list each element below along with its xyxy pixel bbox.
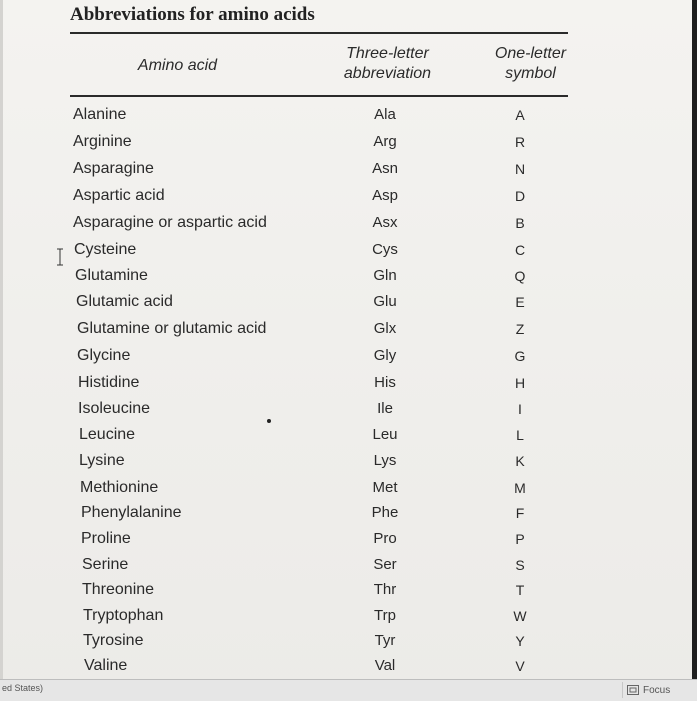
header-amino-acid-label: Amino acid: [137, 57, 218, 74]
amino-acid-name: Cysteine: [74, 241, 137, 258]
table-row: [0, 630, 697, 652]
header-one-letter-line1: One-letter: [494, 45, 567, 62]
amino-acid-name: Proline: [81, 530, 131, 547]
amino-acid-name: Lysine: [79, 452, 125, 469]
amino-acid-name: Tyrosine: [83, 632, 144, 649]
amino-acid-name: Asparagine: [73, 160, 154, 177]
three-letter-abbr: Pro: [373, 530, 397, 547]
one-letter-symbol: Y: [515, 633, 525, 649]
one-letter-symbol: V: [515, 658, 525, 674]
amino-acid-name: Serine: [82, 556, 129, 573]
table-row: [0, 104, 697, 126]
one-letter-symbol: S: [515, 557, 525, 573]
one-letter-symbol: D: [514, 188, 526, 204]
three-letter-abbr: Glu: [373, 293, 397, 310]
three-letter-abbr: Asp: [372, 187, 398, 204]
three-letter-abbr: Asn: [372, 160, 398, 177]
three-letter-abbr: Gly: [373, 347, 397, 364]
stray-dot: [267, 419, 271, 423]
table-row: [0, 158, 697, 180]
three-letter-abbr: Ile: [377, 400, 393, 417]
header-three-letter-line2: abbreviation: [343, 65, 432, 82]
table-row: [0, 579, 697, 601]
amino-acid-name: Threonine: [82, 581, 155, 598]
amino-acid-name: Isoleucine: [78, 400, 151, 417]
header-amino-acid: [120, 56, 235, 76]
table-row: [0, 450, 697, 472]
amino-acid-name: Tryptophan: [83, 607, 164, 624]
three-letter-abbr: Glx: [373, 320, 397, 337]
three-letter-abbr: Tyr: [374, 632, 396, 649]
one-letter-symbol: Z: [515, 321, 525, 337]
table-row: [0, 291, 697, 313]
table-row: [0, 655, 697, 677]
three-letter-abbr: His: [374, 374, 396, 391]
table-row: [0, 528, 697, 550]
amino-acid-name: Alanine: [73, 106, 127, 123]
status-language-text: ed States): [2, 683, 44, 693]
amino-acid-name: Phenylalanine: [81, 504, 182, 521]
one-letter-symbol: Q: [514, 268, 526, 284]
table-row: [0, 605, 697, 627]
one-letter-symbol: A: [515, 107, 525, 123]
three-letter-abbr: Lys: [373, 452, 397, 469]
header-three-letter-line1: Three-letter: [346, 45, 429, 62]
table-row: [0, 424, 697, 446]
table-row: [0, 212, 697, 234]
table-title: Abbreviations for amino acids: [70, 4, 315, 25]
table-row: [0, 477, 697, 499]
table-row: [0, 265, 697, 287]
three-letter-abbr: Cys: [372, 241, 398, 258]
table-row: [0, 185, 697, 207]
three-letter-abbr: Phe: [371, 504, 399, 521]
table-row: [0, 502, 697, 524]
three-letter-abbr: Ala: [374, 106, 396, 123]
one-letter-symbol: E: [515, 294, 525, 310]
table-row: [0, 398, 697, 420]
focus-label: Focus: [643, 684, 671, 696]
table-row: [0, 554, 697, 576]
one-letter-symbol: H: [514, 375, 526, 391]
text-cursor-icon: [55, 248, 65, 266]
amino-acid-name: Glutamine or glutamic acid: [77, 320, 267, 337]
three-letter-abbr: Val: [374, 657, 396, 674]
amino-acid-name: Glutamic acid: [76, 293, 173, 310]
one-letter-symbol: C: [514, 242, 526, 258]
title-rule: [70, 32, 568, 34]
status-bar: [0, 679, 697, 701]
three-letter-abbr: Thr: [373, 581, 397, 598]
focus-icon: [627, 685, 639, 695]
amino-acid-name: Glutamine: [75, 267, 148, 284]
table-row: [0, 131, 697, 153]
table-row: [0, 318, 697, 340]
one-letter-symbol: R: [514, 134, 526, 150]
header-rule: [70, 95, 568, 97]
amino-acid-name: Leucine: [79, 426, 136, 443]
three-letter-abbr: Gln: [373, 267, 397, 284]
header-one-letter: [478, 44, 583, 84]
amino-acid-name: Methionine: [80, 479, 159, 496]
three-letter-abbr: Met: [372, 479, 398, 496]
one-letter-symbol: P: [515, 531, 525, 547]
three-letter-abbr: Ser: [373, 556, 397, 573]
one-letter-symbol: T: [515, 582, 525, 598]
three-letter-abbr: Arg: [373, 133, 397, 150]
one-letter-symbol: M: [514, 480, 526, 496]
amino-acid-name: Arginine: [73, 133, 132, 150]
header-three-letter: [330, 44, 445, 84]
amino-acid-name: Aspartic acid: [73, 187, 165, 204]
one-letter-symbol: G: [514, 348, 526, 364]
one-letter-symbol: I: [518, 401, 522, 417]
amino-acid-name: Asparagine or aspartic acid: [73, 214, 267, 231]
table-row: [0, 345, 697, 367]
focus-button[interactable]: [622, 682, 676, 698]
table-row: [0, 372, 697, 394]
amino-acid-name: Glycine: [77, 347, 131, 364]
table-row: [0, 239, 697, 261]
three-letter-abbr: Leu: [372, 426, 398, 443]
amino-acid-name: Valine: [84, 657, 128, 674]
one-letter-symbol: W: [513, 608, 527, 624]
one-letter-symbol: F: [515, 505, 525, 521]
amino-acid-name: Histidine: [78, 374, 140, 391]
three-letter-abbr: Trp: [374, 607, 396, 624]
one-letter-symbol: L: [516, 427, 524, 443]
one-letter-symbol: N: [514, 161, 526, 177]
one-letter-symbol: K: [515, 453, 525, 469]
one-letter-symbol: B: [515, 215, 525, 231]
header-one-letter-line2: symbol: [505, 65, 556, 82]
screen-right-edge: [692, 0, 697, 700]
three-letter-abbr: Asx: [372, 214, 398, 231]
